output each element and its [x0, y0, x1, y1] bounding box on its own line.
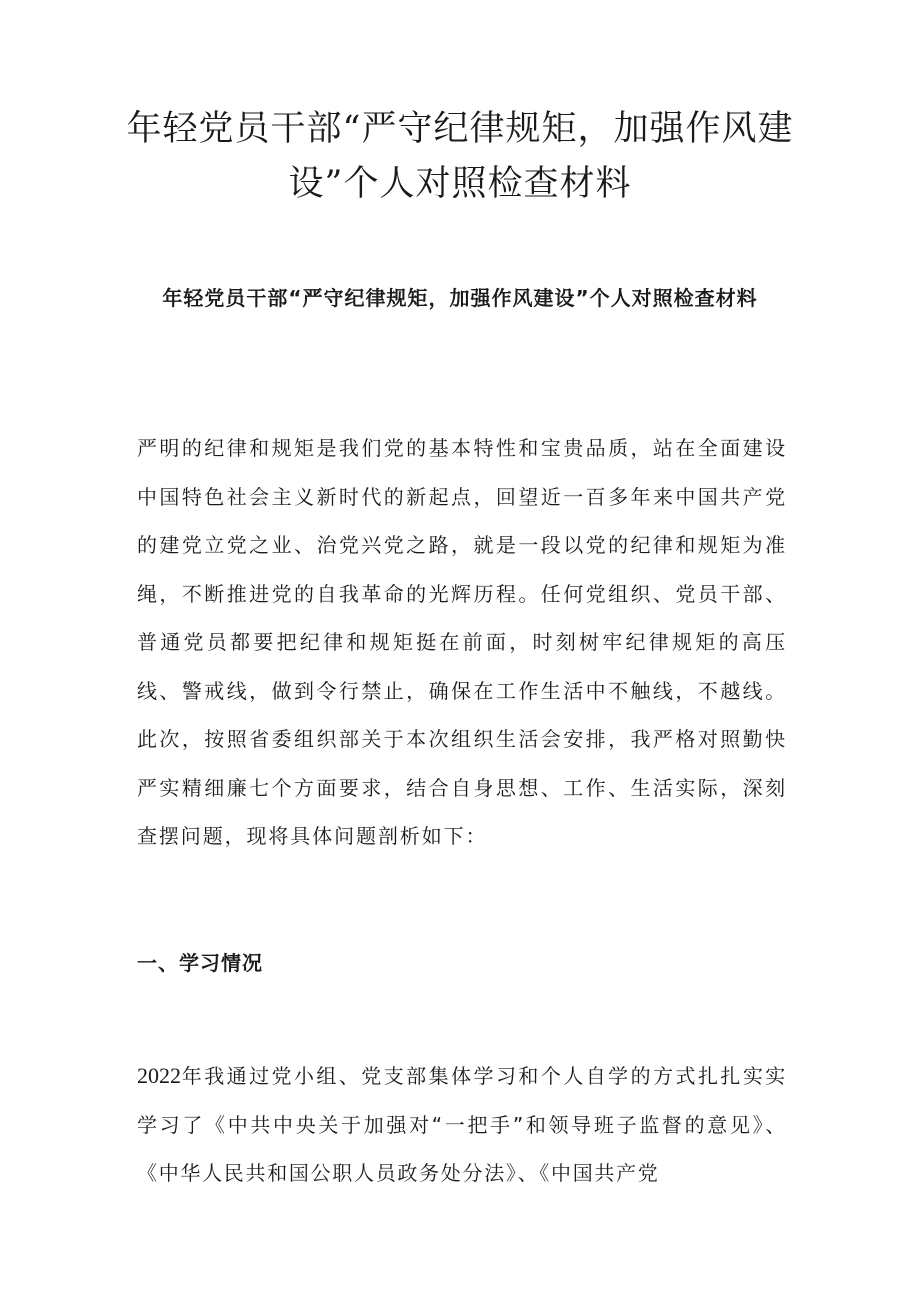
- document-title: 年轻党员干部“严守纪律规矩，加强作风建设”个人对照检查材料: [126, 109, 794, 204]
- study-paragraph-text: 年我通过党小组、党支部集体学习和个人自学的方式扎扎实实学习了《中共中央关于加强对“一把手”和领导班子监督的意见》、《中华人民共和国公职人员政务处分法》、《中国共产党: [137, 1064, 787, 1185]
- section-heading-study: 一、学习情况: [137, 951, 263, 975]
- study-paragraph: [137, 1052, 787, 1198]
- year-number: 2022: [137, 1063, 181, 1088]
- intro-paragraph: 严明的纪律和规矩是我们党的基本特性和宝贵品质，站在全面建设中国特色社会主义新时代的新起点，回望近一百多年来中国共产党的建党立党之业、治党兴党之路，就是一段以党的纪律和规矩为准绳，不断推进党的自我革命的光辉历程。任何党组织、党员干部、普通党员都要把纪律和规矩挺在前面，时刻树牢纪律规矩的高压线、警戒线，做到令行禁止，确保在工作生活中不触线，不越线。此次，按照省委组织部关于本次组织生活会安排，我严格对照勤快严实精细廉七个方面要求，结合自身思想、工作、生活实际，深刻查摆问题，现将具体问题剖析如下：: [137, 436, 787, 848]
- document-subtitle: 年轻党员干部“严守纪律规矩，加强作风建设”个人对照检查材料: [162, 286, 758, 310]
